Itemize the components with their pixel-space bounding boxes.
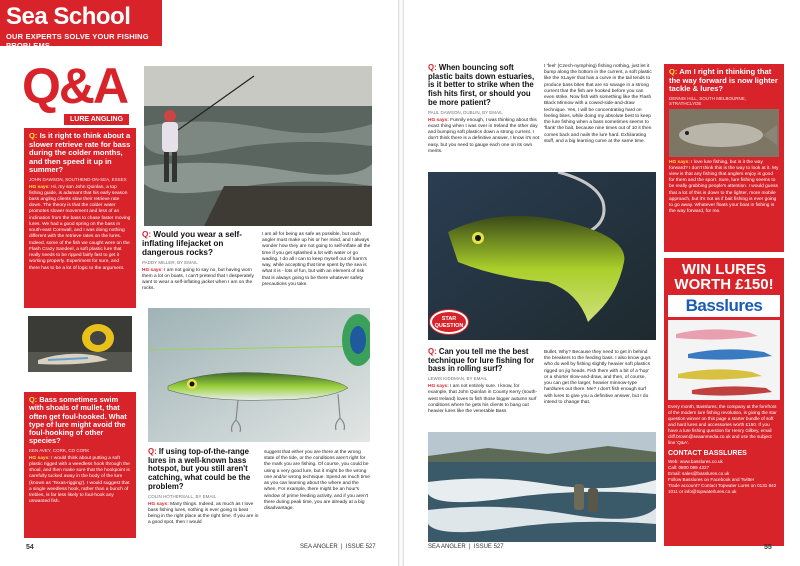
page-gutter <box>398 0 404 566</box>
question-box-retrieve <box>24 128 136 308</box>
contact-title: CONTACT BASSLURES <box>668 449 747 457</box>
issue-number: ISSUE 527 <box>345 544 376 550</box>
question-label: Q: <box>669 67 678 76</box>
magazine-name: SEA ANGLER <box>428 544 466 550</box>
answer-label: HG says: <box>669 159 690 165</box>
question-label: Q: <box>148 447 157 456</box>
section-tag: LURE ANGLING <box>64 114 129 125</box>
competition-body: Every month, Basslures, the company at the forefront of the modern lure fishing revolution, is giving the star question winner on this page a starter bundle of soft and hard lures and accessories worth £150. If you have a lure fishing question for Henry Gilbey, email cliff.brown@seaanmedia.co.uk and use the subject line 'Q&A'. <box>668 404 777 445</box>
photo-angler-surf <box>144 66 372 226</box>
answer-mullet <box>29 456 131 506</box>
answer-text: Hi, my son John Quinlan, a top fishing guide, is adamant that his early season bass angling clients slow their retrieve rate down. The theory is that the colder water promotes slower movement and less of an inclination from the bass to chase faster moving lures. We had a good spring on the bass in south-east Cornwall, and I was doing nothing different with the retrieve rates on the lures. Indeed, some of the fish we caught were on the Flash Crazy Sandeel, a soft plastic lure that really needs to be ripped fairly fast to get it working properly. Experiment for sure, and there has to be a lot of logic to the argument. <box>29 184 131 271</box>
question-byline: KEN AVEY, CORK, CO CORK <box>29 447 90 453</box>
section-title: Q&A <box>22 58 128 114</box>
answer-tackle <box>669 160 779 216</box>
footer-left-mag: SEA ANGLER | ISSUE 527 <box>300 544 376 550</box>
question-label: Q: <box>29 131 38 140</box>
answer-label: HG says: <box>148 501 169 507</box>
contact-line: Call: 0800 089 4227 <box>668 464 710 470</box>
photo-prize-lures <box>668 320 780 400</box>
photo-yellow-lure <box>28 316 132 372</box>
question-surf <box>428 348 540 374</box>
question-byline: PADDY MILLER, BY EMAIL <box>142 259 198 265</box>
question-text: Bass sometimes swim with shoals of mullet, that often get foul-hooked. What type of lure might avoid the foul-hooking of other species? <box>29 395 127 446</box>
masthead-title: Sea School <box>6 3 131 30</box>
answer-text: I am not entirely sure. I know, for example, that John Quinlan in County Kerry (south-west Ireland) loves to fish those bigger autumn surf conditions where he gets his clients to bang out heavier lures like the venerable Bass <box>428 384 538 415</box>
answer-estuaries <box>428 118 540 155</box>
question-text: When bouncing soft plastic baits down estuaries, is it better to strike when the fish hits first, or should you be more patient? <box>428 63 535 107</box>
question-label: Q: <box>428 63 437 72</box>
competition-title: WIN LURES WORTH £150! <box>674 261 774 293</box>
question-tackle <box>669 68 779 94</box>
question-lifejacket <box>142 230 256 258</box>
contact-line: Web: www.basslures.co.uk <box>668 458 723 464</box>
answer-text: Many things. Indeed, as much as I love bass fishing lures, nothing is ever going to beat being in the right place at the right time. If you are in a good spot, then I would <box>148 501 259 526</box>
question-block-lifejacket <box>142 230 256 293</box>
question-byline: COLIN HOTHERSALL, BY EMAIL <box>148 493 217 499</box>
photo-bass-on-lure <box>669 109 779 157</box>
answer-text: I am not going to say no, but having worn them a lot on boats, I can't pretend that I desperately want to wear a self-inflating jacket when I am on the rocks. <box>142 267 254 292</box>
answer-retrieve <box>29 185 131 272</box>
masthead <box>0 0 162 50</box>
contact-line: Email: sales@basslures.co.uk <box>668 470 730 476</box>
photo-topwater-lure <box>148 308 370 442</box>
question-text: If using top-of-the-range lures in a well-known bass hotspot, but you still aren't catching, what could be the problem? <box>148 447 251 491</box>
issue-number: ISSUE 527 <box>473 544 504 550</box>
star-badge-line1: STAR <box>441 316 457 322</box>
question-block-surf <box>428 348 540 415</box>
question-retrieve <box>29 132 131 175</box>
question-block-hotspot <box>148 448 260 527</box>
contact-line: Follow Basslures on Facebook and Twitter <box>668 476 755 482</box>
answer-surf <box>428 384 540 415</box>
masthead-subtitle: OUR EXPERTS SOLVE YOUR FISHING PROBLEMS <box>6 32 149 50</box>
question-label: Q: <box>142 230 152 239</box>
answer-hotspot <box>148 502 260 527</box>
page-number: 55 <box>764 544 772 551</box>
question-text: Can you tell me the best technique for lure fishing for bass in rolling surf? <box>428 347 535 374</box>
answer-label: HG says: <box>29 455 50 461</box>
question-text: Would you wear a self-inflating lifejacket on dangerous rocks? <box>142 230 242 258</box>
question-mullet <box>29 396 131 446</box>
footer-right-mag: SEA ANGLER | ISSUE 527 <box>428 544 504 550</box>
answer-text: Funnily enough, I was thinking about this exact thing when I was over in Ireland the other day and bumping soft plastics down a strong current. I don't think there is a definitive answer, I know it's not easy, but you need to gauge each one on its own merits. <box>428 117 540 154</box>
question-label: Q: <box>29 395 38 404</box>
question-byline: JOHN DAWSON, SOUTHEND-ON-SEA, ESSEX <box>29 176 127 182</box>
question-hotspot <box>148 448 260 492</box>
question-block-estuaries <box>428 64 540 155</box>
answer-text: I love lure fishing, but is it the way forward? I don't think this is the way to look at it. My view is that any fishing that anglers enjoy is good for them and the sport. Sure, lure fishing seems to be really grabbing people's attention. I would guess that a lot of this is down to the lighter, more mobile approach, but it's not as if bait fishing is ever going to go away. Whatever floats your boat in fishing is the way forward, for me. <box>669 159 779 215</box>
question-text: Is it right to think about a slower retrieve rate for bass during the colder months, and then speed it up in summer? <box>29 131 131 174</box>
question-text: Am I right in thinking that the way forward is now lighter tackle & lures? <box>669 67 778 93</box>
answer-text: I would think about putting a soft plastic rigged with a weedless hook through the shoal, and then make sure that the hookpoint is carefully tucked away in the body of the lure (known as 'Texas-rigging'). I would suggest that a single weedless hook, rather than a bunch of trebles, is far less likely to foul-hook any unwanted fish. <box>29 455 130 505</box>
question-byline: DENNIS HILL, SOUTH MELBOURNE, STRATHCLYDE <box>669 95 747 106</box>
footer-right <box>764 544 772 551</box>
answer-label: HG says: <box>428 117 449 123</box>
answer-hotspot-continued: suggest that either you are there at the wrong state of the tide, or the conditions aren't right for the mark you are fishing. Of course, you could be using a very good lure, but it might be the wrong one and/or wrong technique. Spend as much time as you can learning about the where and the when. For example, there might be an hour's window of prime feeding activity, and if you aren't there during peak time, you are already at a big disadvantage. <box>264 450 370 512</box>
basslures-logo: Basslures <box>668 295 780 317</box>
question-box-mullet <box>24 392 136 538</box>
answer-estuaries-continued: I 'feel' (Czech-nymphing) fishing nothing, just let it bump along the bottom in the current, a soft plastic like the XLayer that has a curve in the tail tends to produce bass bites that are so savage in a strong current that the fish are hooked before you can even strike. Now fish with something like the Flash Black Minnow with a cowed-side-and-draw technique. Yes, I will be concentrating hard on feeling bites, while doing my absolute best to keep the lure fishing when a bass sometimes seems to 'flank' the bait, because nine times out of 10 it then comes back and nails the lure hard. Exhilarating stuff, and a big learning curve at the same time. <box>544 64 652 144</box>
magazine-name: SEA ANGLER <box>300 544 338 550</box>
question-byline: LEWIS KIDDMAN, BY EMAIL <box>428 376 488 382</box>
answer-label: HG says: <box>142 267 163 273</box>
star-question-badge <box>430 310 468 334</box>
answer-surf-continued: Bullet. Why? Because they need to get in behind the breakers to the feeding bass. I also know guys who do well by fishing slightly heavier soft plastics rigged on jig heads. Fish them with a bit of a 'hop' or a shorter slow-and-draw, and then, of course, you can get the larger, heavier minnow-type hardlures out there. Me? I don't fish enough surf with lures to give you a definitive answer, but I do intend to change that. <box>544 350 651 405</box>
answer-label: HG says: <box>29 184 50 190</box>
photo-surf-anglers <box>428 432 656 542</box>
question-label: Q: <box>428 347 437 356</box>
star-badge-line2: QUESTION <box>434 322 464 329</box>
answer-lifejacket <box>142 268 256 293</box>
question-estuaries <box>428 64 540 108</box>
answer-lifejacket-continued: I am all for being as safe as possible, but each angler must make up his or her mind, and I always wonder how they are not going to self-inflate all the time if you get splashed a lot with water or go wading. I do all I can to keep myself out of harm's way, while accepting that time spent by the sea is what it is - lots of fun, but with an element of risk that is always going to be there whatever safety precautions you take. <box>262 232 371 287</box>
footer-left <box>26 544 34 551</box>
page-number: 54 <box>26 544 34 551</box>
competition-box <box>664 258 784 546</box>
question-byline: PAUL DAWSON, DUBLIN, BY EMAIL <box>428 109 503 115</box>
question-box-tackle <box>664 64 784 252</box>
contact-line: Trade account? Contact Topwater Lures on 0131 842 1011 or info@topwaterlures.co.uk <box>668 482 777 494</box>
answer-label: HG says: <box>428 384 449 390</box>
